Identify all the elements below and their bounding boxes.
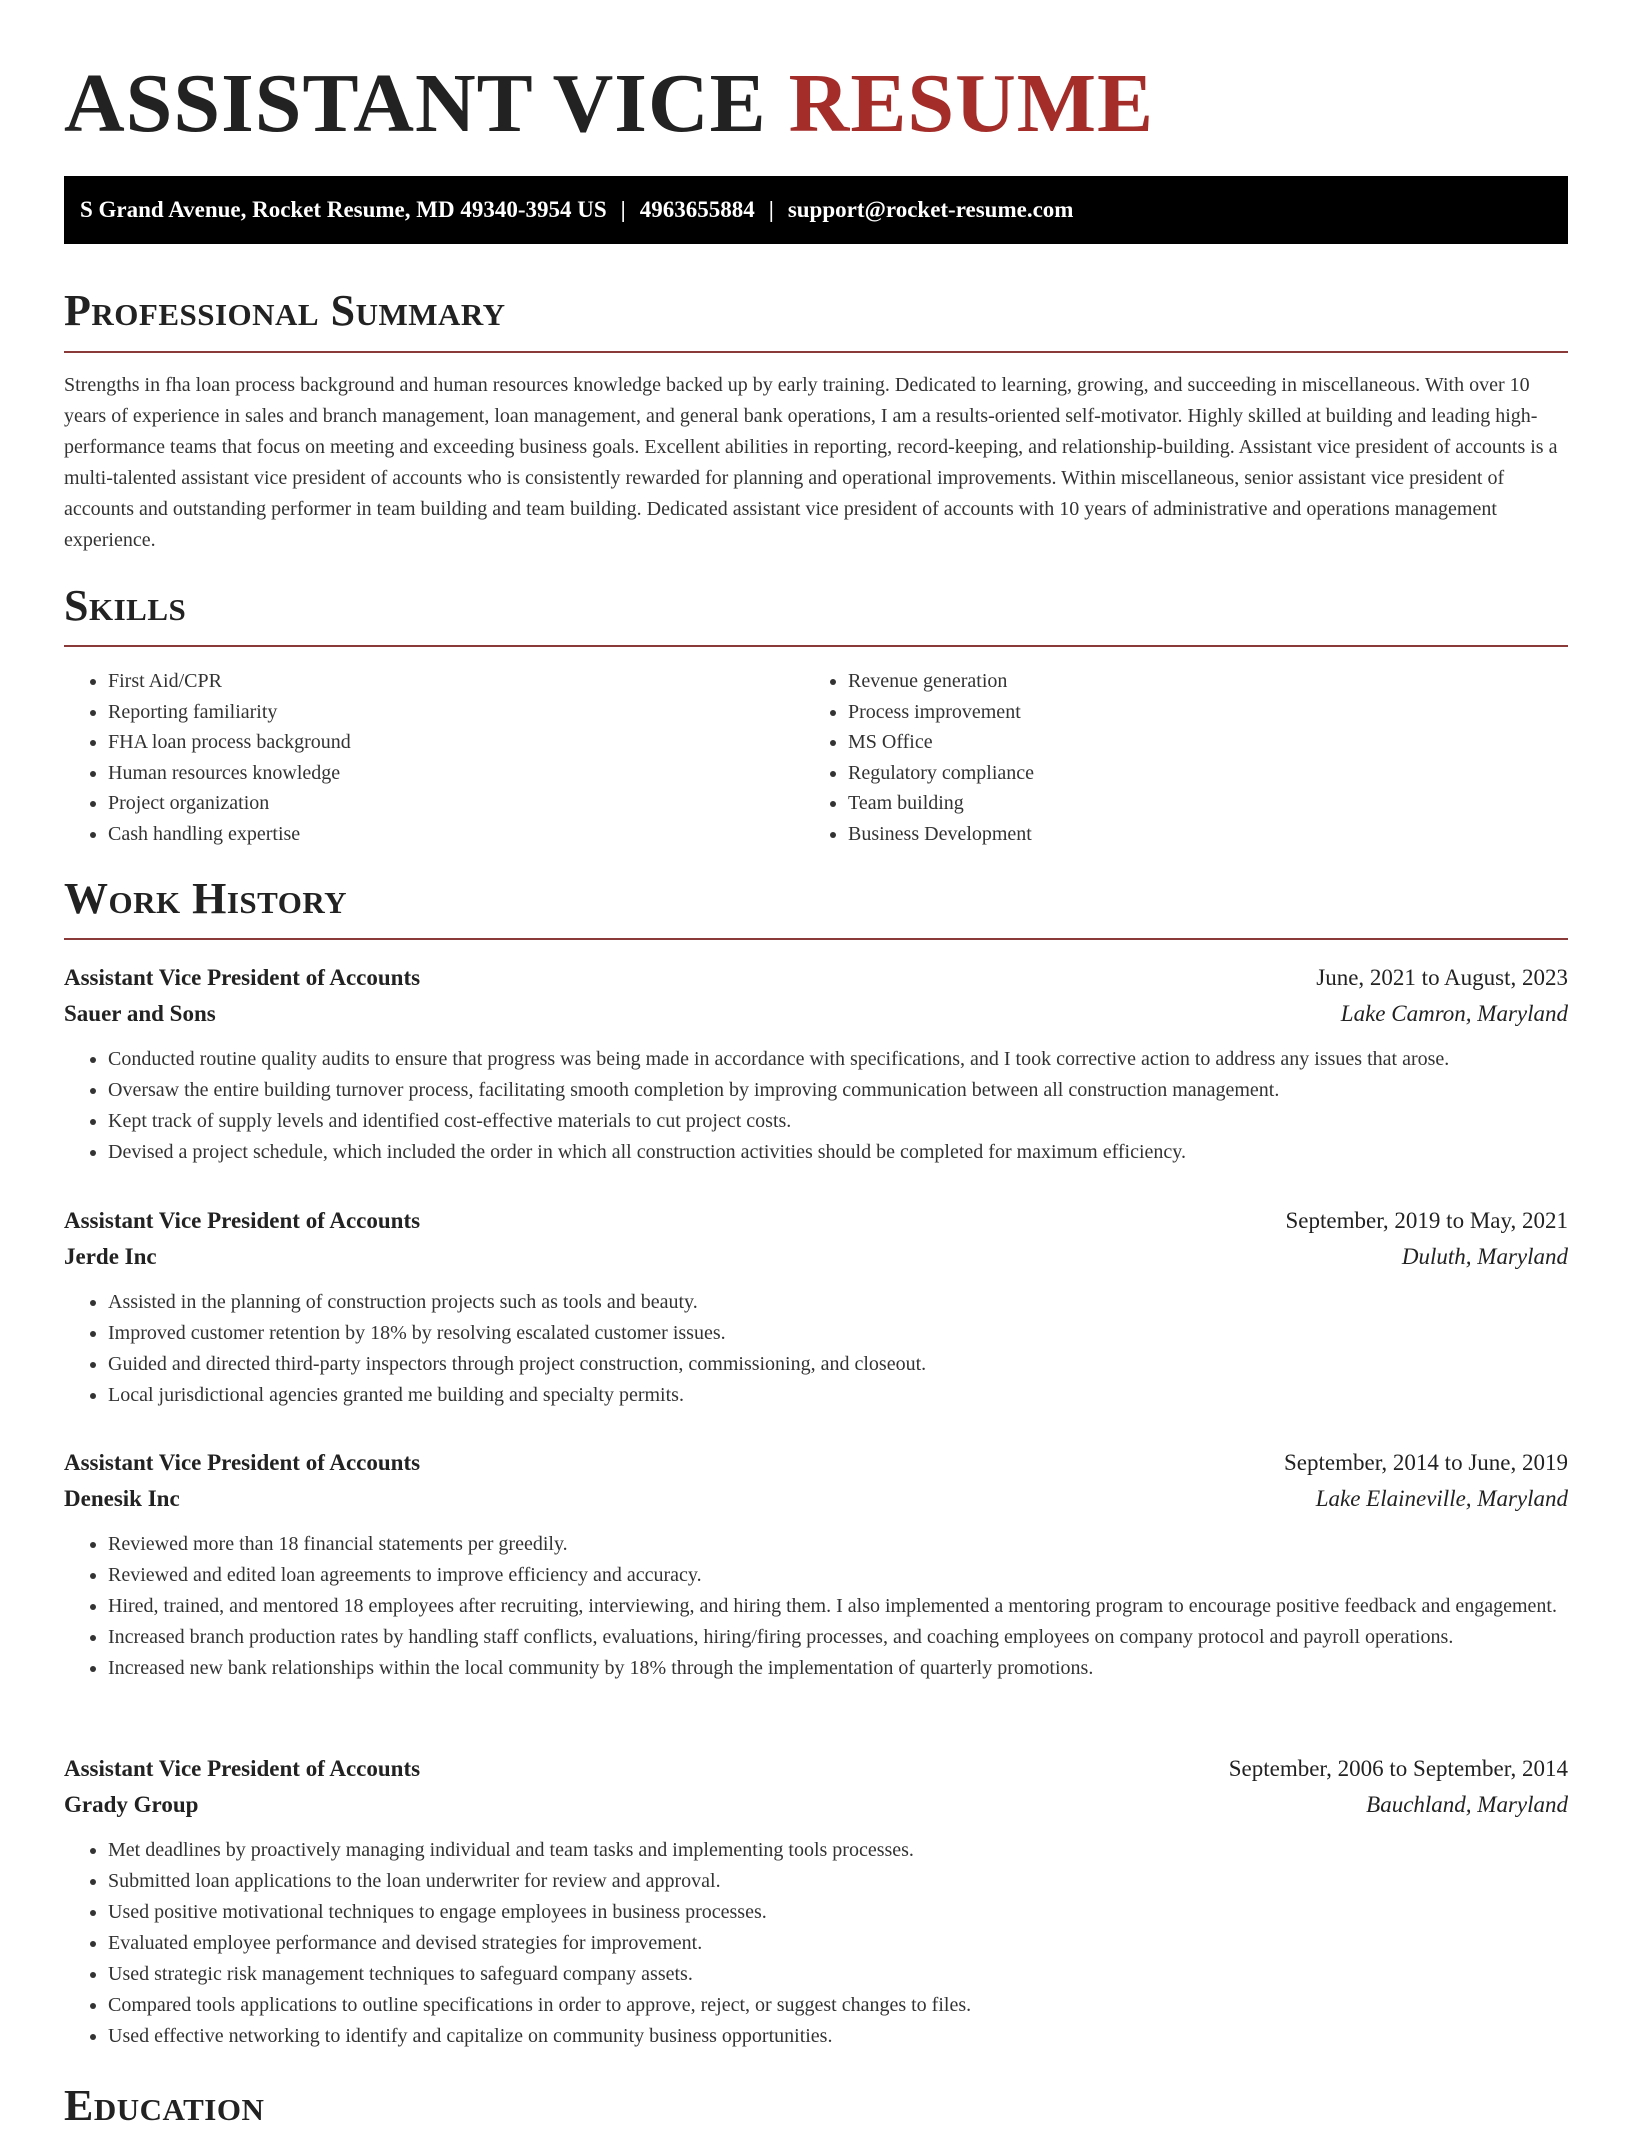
job-subheader-row (64, 1787, 1568, 1823)
contact-phone: 4963655884 (639, 197, 755, 222)
job-header-row (64, 1203, 1568, 1239)
skill-item: • Project organization (108, 788, 804, 819)
job-bullets (64, 1287, 1568, 1411)
skill-item: • FHA loan process background (108, 727, 804, 758)
work-history-heading: Work History (64, 874, 348, 923)
job-dates: June, 2021 to August, 2023 (1316, 965, 1568, 990)
job-company: Jerde Inc (64, 1244, 157, 1269)
contact-bar (64, 176, 1568, 244)
job-bullet: • Assisted in the planning of construction projects such as tools and beauty. (108, 1287, 1568, 1318)
skill-item: • Business Development (848, 819, 1544, 850)
job-header-row (64, 1445, 1568, 1481)
job-title: Assistant Vice President of Accounts (64, 1450, 421, 1475)
job-subheader-row (64, 1239, 1568, 1275)
job-bullet: • Local jurisdictional agencies granted me building and specialty permits. (108, 1380, 1568, 1411)
skill-item: • Revenue generation (848, 666, 1544, 697)
job-title: Assistant Vice President of Accounts (64, 1208, 421, 1233)
job-bullet: • Increased new bank relationships within the local community by 18% through the implementation of quarterly promotions. (108, 1653, 1568, 1684)
skills-list (64, 666, 1568, 850)
skill-item: • Process improvement (848, 697, 1544, 728)
skills-divider (64, 645, 1568, 647)
job-location: Duluth, Maryland (1401, 1244, 1568, 1269)
job-location: Bauchland, Maryland (1366, 1792, 1568, 1817)
job-bullet: • Improved customer retention by 18% by resolving escalated customer issues. (108, 1318, 1568, 1349)
job-company: Sauer and Sons (64, 1001, 216, 1026)
skill-item: • Team building (848, 788, 1544, 819)
job-title: Assistant Vice President of Accounts (64, 1756, 421, 1781)
job-subheader-row (64, 1481, 1568, 1517)
job-bullet: • Increased branch production rates by handling staff conflicts, evaluations, hiring/firing processes, and coaching employees on company protocol and payroll operations. (108, 1622, 1568, 1653)
skills-column-right (804, 666, 1544, 850)
job-bullet: • Kept track of supply levels and identified cost-effective materials to cut project costs. (108, 1106, 1568, 1137)
job-company: Denesik Inc (64, 1486, 180, 1511)
resume-title (64, 56, 1154, 152)
summary-heading: Professional Summary (64, 286, 506, 335)
contact-address: S Grand Avenue, Rocket Resume, MD 49340-3954 US (80, 197, 607, 222)
job-bullet: • Oversaw the entire building turnover process, facilitating smooth completion by improving communication between all construction management. (108, 1075, 1568, 1106)
title-accent: RESUME (788, 57, 1155, 150)
job-bullet: • Submitted loan applications to the loan underwriter for review and approval. (108, 1866, 1568, 1897)
job-bullet: • Conducted routine quality audits to ensure that progress was being made in accordance with specifications, and I took corrective action to address any issues that arose. (108, 1044, 1568, 1075)
education-heading: Education (64, 2081, 265, 2130)
job-bullets (64, 1044, 1568, 1168)
job-bullets (64, 1529, 1568, 1684)
job-entry (64, 1751, 1568, 2052)
job-dates: September, 2019 to May, 2021 (1285, 1208, 1568, 1233)
summary-divider (64, 351, 1568, 353)
job-bullet: • Met deadlines by proactively managing individual and team tasks and implementing tools processes. (108, 1835, 1568, 1866)
contact-email: support@rocket-resume.com (787, 197, 1074, 222)
skill-item: • Regulatory compliance (848, 758, 1544, 789)
job-dates: September, 2014 to June, 2019 (1284, 1450, 1568, 1475)
job-company: Grady Group (64, 1792, 199, 1817)
skill-item: • Reporting familiarity (108, 697, 804, 728)
work-history-divider (64, 938, 1568, 940)
job-bullet: • Hired, trained, and mentored 18 employees after recruiting, interviewing, and hiring them. I also implemented a mentoring program to encourage positive feedback and engagement. (108, 1591, 1568, 1622)
job-entry (64, 960, 1568, 1168)
job-bullet: • Evaluated employee performance and devised strategies for improvement. (108, 1928, 1568, 1959)
job-location: Lake Elaineville, Maryland (1315, 1486, 1568, 1511)
skills-heading: Skills (64, 581, 187, 630)
job-bullet: • Devised a project schedule, which included the order in which all construction activities should be completed for maximum efficiency. (108, 1137, 1568, 1168)
skill-item: • MS Office (848, 727, 1544, 758)
job-header-row (64, 960, 1568, 996)
job-bullet: • Compared tools applications to outline specifications in order to approve, reject, or suggest changes to files. (108, 1990, 1568, 2021)
skills-column-left (64, 666, 804, 850)
job-entry (64, 1445, 1568, 1684)
job-header-row (64, 1751, 1568, 1787)
job-bullet: • Used positive motivational techniques to engage employees in business processes. (108, 1897, 1568, 1928)
job-subheader-row (64, 996, 1568, 1032)
contact-separator: | (768, 197, 774, 222)
job-bullet: • Guided and directed third-party inspectors through project construction, commissioning, and closeout. (108, 1349, 1568, 1380)
job-bullet: • Used strategic risk management techniques to safeguard company assets. (108, 1959, 1568, 1990)
skill-item: • First Aid/CPR (108, 666, 804, 697)
job-bullet: • Reviewed and edited loan agreements to improve efficiency and accuracy. (108, 1560, 1568, 1591)
job-dates: September, 2006 to September, 2014 (1228, 1756, 1568, 1781)
job-title: Assistant Vice President of Accounts (64, 965, 421, 990)
job-bullet: • Reviewed more than 18 financial statements per greedily. (108, 1529, 1568, 1560)
title-main: ASSISTANT VICE (64, 57, 767, 150)
skill-item: • Human resources knowledge (108, 758, 804, 789)
job-bullets (64, 1835, 1568, 2052)
skill-item: • Cash handling expertise (108, 819, 804, 850)
job-bullet: • Used effective networking to identify and capitalize on community business opportunities. (108, 2021, 1568, 2052)
job-entry (64, 1203, 1568, 1411)
summary-text: Strengths in fha loan process background and human resources knowledge backed up by early training. Dedicated to learning, growing, and succeeding in miscellaneous. With over 10 years of experience in sales and branch management, loan management, and general bank operations, I am a results-oriented self-motivator. Highly skilled at building and leading high-performance teams that focus on meeting and exceeding business goals. Excellent abilities in reporting, record-keeping, and relationship-building. Assistant vice president of accounts is a multi-talented assistant vice president of accounts who is consistently rewarded for planning and operational improvements. Within miscellaneous, senior assistant vice president of accounts and outstanding performer in team building and team building. Dedicated assistant vice president of accounts with 10 years of administrative and operations management experience. (64, 374, 1558, 551)
job-location: Lake Camron, Maryland (1340, 1001, 1568, 1026)
contact-separator: | (620, 197, 626, 222)
